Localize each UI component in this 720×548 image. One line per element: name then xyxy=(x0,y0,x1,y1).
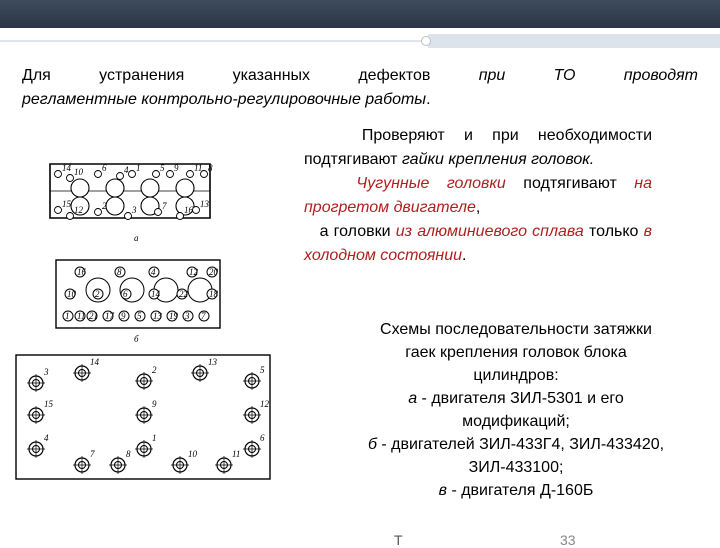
diagram-a-bore xyxy=(71,179,89,197)
caption-letter-b: б xyxy=(367,436,377,453)
diagram-c-nut xyxy=(73,456,91,474)
diagram-a-bolt-number: 1 xyxy=(136,163,141,173)
diagram-b-bolt-number: 13 xyxy=(153,311,162,321)
diagram-c-nut xyxy=(135,372,153,390)
diagram-b-label: б xyxy=(134,334,139,344)
diagram-a-label: а xyxy=(134,233,139,243)
right-p3-end: . xyxy=(462,247,467,264)
diagram-a xyxy=(40,158,220,248)
page-number: 33 xyxy=(560,532,576,548)
aluminum-alloy-text: из алюминиевого сплава xyxy=(395,223,584,240)
diagram-a-bolt-number: 11 xyxy=(194,163,203,173)
diagram-c-nut-number: 4 xyxy=(44,433,49,443)
diagram-b-bolt-number: 6 xyxy=(123,289,128,299)
cold-state-text: в холодном состоянии xyxy=(304,223,652,264)
diagram-c-nut xyxy=(27,406,45,424)
diagram-b-bolt-number: 18 xyxy=(209,289,218,299)
diagram-a-bore xyxy=(141,179,159,197)
diagram-c-nut xyxy=(73,364,91,382)
right-p3-plain-2: только xyxy=(583,223,644,240)
right-text-block xyxy=(304,124,652,268)
warm-engine-text: на прогретом двигателе xyxy=(304,175,652,216)
top-bar xyxy=(0,0,720,28)
diagram-b-bolt-number: 16 xyxy=(77,267,86,277)
cast-iron-heads-text: Чугунные головки xyxy=(356,175,506,192)
right-p2-comma: , xyxy=(475,199,481,216)
diagram-c-nut-number: 7 xyxy=(90,449,95,459)
diagram-b-bolt-number: 17 xyxy=(105,311,114,321)
diagram-c-nut xyxy=(243,406,261,424)
top-accent-dot xyxy=(421,36,431,46)
diagram-a-bore xyxy=(106,179,124,197)
diagram-c-nut-number: 5 xyxy=(260,365,265,375)
diagram-a-bolt xyxy=(153,171,160,178)
caption-letter-c: в xyxy=(438,482,447,499)
diagram-a-bolt xyxy=(117,173,124,180)
diagram-a-bolt xyxy=(67,213,74,220)
diagram-a-bolt-number: 16 xyxy=(184,205,193,215)
diagram-a-bolt-number: 6 xyxy=(102,163,107,173)
diagram-c-nut xyxy=(135,440,153,458)
diagram-a-bolt xyxy=(177,213,184,220)
intro-text-italic: при ТО проводят xyxy=(478,67,698,84)
caption-text-a: - двигателя ЗИЛ-5301 и его модификаций; xyxy=(417,390,624,430)
diagram-a-bolt-number: 7 xyxy=(162,201,167,211)
diagram-b-bolt-number: 22 xyxy=(179,289,188,299)
cut-off-text: Т xyxy=(394,532,403,548)
right-p1-italic: гайки крепления головок. xyxy=(401,151,595,168)
diagram-b-bolt-number: 3 xyxy=(185,311,190,321)
diagram-a-bolt-number: 8 xyxy=(208,163,213,173)
diagram-b-bolt-number: 14 xyxy=(151,289,160,299)
diagram-c-nut-number: 3 xyxy=(44,367,49,377)
diagram-a-bolt-number: 15 xyxy=(62,199,71,209)
diagram-a-bolt-number: 4 xyxy=(124,165,129,175)
diagram-a-bolt xyxy=(193,207,200,214)
intro-line-1 xyxy=(22,64,698,88)
diagram-c-nut xyxy=(215,456,233,474)
diagram-c-nut-number: 12 xyxy=(260,399,269,409)
diagram-b-bolt-number: 20 xyxy=(209,267,218,277)
diagram-a-bolt xyxy=(155,209,162,216)
diagram-b-bolt-number: 9 xyxy=(121,311,126,321)
diagram-a-bolt-number: 9 xyxy=(174,163,179,173)
intro-paragraph xyxy=(22,64,698,112)
diagram-c-nut xyxy=(171,456,189,474)
caption-text-b: - двигателей ЗИЛ-433Г4, ЗИЛ-433420, ЗИЛ-433100; xyxy=(376,436,665,476)
caption-letter-a: а xyxy=(408,390,418,407)
right-p1-plain: Проверяют и при необходимости подтягивают xyxy=(304,127,653,168)
diagram-c-nut xyxy=(243,372,261,390)
diagram-c-nut-number: 11 xyxy=(232,449,241,459)
diagram-b-bolt-number: 21 xyxy=(89,311,98,321)
diagram-a-bolt-number: 13 xyxy=(200,199,209,209)
right-paragraph-2 xyxy=(304,172,652,220)
right-paragraph-3 xyxy=(304,220,652,268)
right-p3-plain: а головки xyxy=(319,223,396,240)
diagram-b-bolt-number: 4 xyxy=(151,267,156,277)
caption-title: Схемы последовательности затяжки гаек крепления головок блока цилиндров: xyxy=(380,321,652,384)
diagram-a-bolt xyxy=(55,207,62,214)
diagram-c-nut-number: 8 xyxy=(126,449,131,459)
diagram-a-bolt xyxy=(95,171,102,178)
diagram-a-bolt-number: 10 xyxy=(74,167,83,177)
diagram-a-bolt xyxy=(55,171,62,178)
diagram-a-bolt xyxy=(95,209,102,216)
diagram-c xyxy=(14,353,274,483)
top-divider xyxy=(0,40,428,42)
caption-item-c xyxy=(366,479,666,502)
diagram-b-bolt-number: 12 xyxy=(189,267,198,277)
diagram-b-bolt-number: 10 xyxy=(67,289,76,299)
diagram-c-nut-number: 13 xyxy=(208,357,217,367)
diagram-c-nut xyxy=(135,406,153,424)
caption-item-a xyxy=(366,387,666,433)
diagram-b xyxy=(54,258,224,350)
diagram-a-bolt xyxy=(129,171,136,178)
intro-text-plain: Для устранения указанных дефектов xyxy=(22,67,431,84)
diagram-a-bolt-number: 5 xyxy=(160,163,165,173)
diagram-c-nut-number: 6 xyxy=(260,433,265,443)
right-p2-plain: подтягивают xyxy=(505,175,635,192)
diagram-a-bolt-number: 14 xyxy=(62,163,71,173)
diagram-c-nut-number: 2 xyxy=(152,365,157,375)
diagram-c-nut-number: 10 xyxy=(188,449,197,459)
diagram-c-nut xyxy=(191,364,209,382)
diagram-a-bore xyxy=(176,179,194,197)
diagram-c-nut xyxy=(243,440,261,458)
caption-text-c: - двигателя Д-160Б xyxy=(447,482,594,499)
diagram-a-bolt-number: 12 xyxy=(74,205,83,215)
top-accent-bar xyxy=(428,34,720,48)
diagram-c-nut xyxy=(27,374,45,392)
diagram-b-bolt-number: 7 xyxy=(201,311,206,321)
diagram-c-nut-number: 15 xyxy=(44,399,53,409)
diagram-a-bore xyxy=(106,197,124,215)
diagram-b-bolt-number: 8 xyxy=(117,267,122,277)
diagram-b-bolt-number: 19 xyxy=(169,311,178,321)
diagram-b-bolt-number: 1 xyxy=(65,311,70,321)
diagram-c-nut-number: 9 xyxy=(152,399,157,409)
diagram-c-nut-number: 14 xyxy=(90,357,99,367)
diagram-c-nut xyxy=(27,440,45,458)
diagram-a-bolt xyxy=(167,171,174,178)
diagram-b-bolt-number: 5 xyxy=(137,311,142,321)
diagram-a-bolt-number: 3 xyxy=(132,205,137,215)
diagram-c-nut xyxy=(109,456,127,474)
diagram-a-bolt xyxy=(187,171,194,178)
right-paragraph-1 xyxy=(304,124,652,172)
diagram-b-bolt-number: 2 xyxy=(95,289,100,299)
diagram-b-bolt-number: 11 xyxy=(77,311,86,321)
diagram-a-bolt xyxy=(125,213,132,220)
diagram-c-nut-number: 1 xyxy=(152,433,157,443)
intro-line-2: регламентные контрольно-регулировочные работы xyxy=(22,91,427,108)
figure-caption xyxy=(366,318,666,502)
diagram-a-bolt xyxy=(67,175,74,182)
intro-line-2-end: . xyxy=(426,91,431,108)
diagram-a-bolt-number: 2 xyxy=(102,201,107,211)
caption-item-b xyxy=(366,433,666,479)
